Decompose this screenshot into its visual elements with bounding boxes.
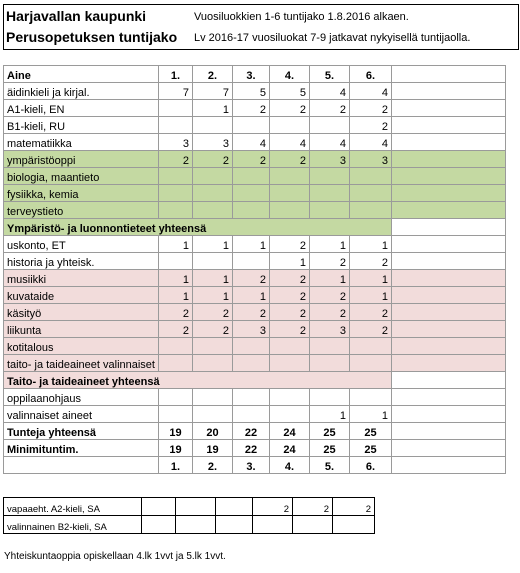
column-header: 5.: [309, 66, 349, 83]
hours-cell: 19: [158, 440, 192, 457]
empty-cell: [391, 219, 505, 236]
hours-cell: [158, 355, 192, 372]
hours-cell: 1: [349, 287, 391, 304]
subject-label: ympäristöoppi: [4, 151, 159, 168]
hours-cell: 3.: [232, 457, 269, 474]
hours-cell: [192, 406, 232, 423]
hours-cell: 1.: [158, 457, 192, 474]
hours-cell: 1: [158, 287, 192, 304]
empty-cell: [391, 287, 505, 304]
hours-cell: [192, 185, 232, 202]
hours-cell: 4.: [269, 457, 309, 474]
subject-label: matematiikka: [4, 134, 159, 151]
hours-cell: [309, 389, 349, 406]
table-row: [4, 338, 506, 355]
hours-cell: 4: [349, 83, 391, 100]
hours-cell: 19: [192, 440, 232, 457]
hours-cell: [158, 202, 192, 219]
hours-cell: 1: [349, 270, 391, 287]
hours-cell: 24: [269, 440, 309, 457]
hours-cell: 1: [192, 270, 232, 287]
hours-cell: [349, 185, 391, 202]
hours-cell: 6.: [349, 457, 391, 474]
hours-cell: 2: [269, 304, 309, 321]
hours-cell: 5: [269, 83, 309, 100]
subject-label: liikunta: [4, 321, 159, 338]
empty-cell: [391, 134, 505, 151]
hours-cell: 1: [192, 236, 232, 253]
subject-label: valinnaiset aineet: [4, 406, 159, 423]
hours-cell: [192, 389, 232, 406]
hours-cell: 2: [158, 321, 192, 338]
subject-label: kuvataide: [4, 287, 159, 304]
table-row: [4, 440, 506, 457]
hours-cell: 4: [309, 134, 349, 151]
subject-label: valinnainen B2-kieli, SA: [4, 516, 142, 534]
table-row: [4, 219, 506, 236]
hours-cell: [309, 338, 349, 355]
table-row: [4, 117, 506, 134]
hours-cell: 2: [253, 498, 293, 516]
hours-cell: 2: [158, 151, 192, 168]
hours-cell: [269, 185, 309, 202]
table-row: [4, 236, 506, 253]
hours-cell: 2: [269, 287, 309, 304]
hours-cell: [158, 168, 192, 185]
empty-cell: [391, 151, 505, 168]
subject-label: äidinkieli ja kirjal.: [4, 83, 159, 100]
hours-cell: 2: [349, 304, 391, 321]
empty-cell: [391, 389, 505, 406]
empty-cell: [391, 202, 505, 219]
extra-languages-table: [3, 497, 375, 534]
empty-cell: [391, 185, 505, 202]
hours-cell: [142, 516, 176, 534]
table-row: [4, 202, 506, 219]
hours-cell: 2: [158, 304, 192, 321]
hours-cell: 1: [309, 236, 349, 253]
hours-cell: [349, 389, 391, 406]
hours-cell: 2: [309, 253, 349, 270]
hours-cell: [232, 406, 269, 423]
hours-cell: 2: [232, 304, 269, 321]
hours-cell: [309, 202, 349, 219]
hours-cell: 4: [349, 134, 391, 151]
hours-cell: 1: [269, 253, 309, 270]
table-row: [4, 406, 506, 423]
table-row: [4, 423, 506, 440]
table-row: [4, 389, 506, 406]
hours-cell: 2: [333, 498, 375, 516]
hours-cell: [269, 338, 309, 355]
hours-cell: 1: [232, 236, 269, 253]
hours-cell: [269, 117, 309, 134]
hours-cell: 1: [309, 406, 349, 423]
table-row: [4, 321, 506, 338]
empty-cell: [391, 423, 505, 440]
hours-cell: [142, 498, 176, 516]
hours-cell: 1: [192, 287, 232, 304]
hours-cell: 2: [349, 117, 391, 134]
subject-label: musiikki: [4, 270, 159, 287]
hours-cell: 2: [309, 287, 349, 304]
hours-cell: [269, 168, 309, 185]
hours-cell: 24: [269, 423, 309, 440]
hours-cell: 22: [232, 423, 269, 440]
empty-cell: [391, 100, 505, 117]
hours-cell: [192, 338, 232, 355]
hours-cell: 1: [158, 270, 192, 287]
hours-cell: 1: [158, 236, 192, 253]
hours-cell: [349, 355, 391, 372]
hours-cell: [269, 355, 309, 372]
empty-cell: [391, 83, 505, 100]
hours-cell: [232, 389, 269, 406]
hours-cell: 22: [232, 440, 269, 457]
hours-cell: 3: [349, 151, 391, 168]
hours-cell: 25: [309, 440, 349, 457]
hours-cell: [158, 117, 192, 134]
hours-cell: [309, 185, 349, 202]
hours-cell: [293, 516, 333, 534]
table-row: [4, 185, 506, 202]
hours-cell: 3: [309, 151, 349, 168]
subject-label: A1-kieli, EN: [4, 100, 159, 117]
column-header: 1.: [158, 66, 192, 83]
hours-cell: 3: [309, 321, 349, 338]
hours-cell: 1: [349, 406, 391, 423]
hours-cell: 4: [269, 134, 309, 151]
subject-label: taito- ja taideaineet valinnaiset: [4, 355, 159, 372]
hours-cell: 3: [232, 321, 269, 338]
column-header: 4.: [269, 66, 309, 83]
hours-cell: 2: [192, 321, 232, 338]
hours-cell: 2: [269, 270, 309, 287]
city-title: Harjavallan kaupunki: [6, 8, 147, 24]
table-row: [4, 168, 506, 185]
footer-note: Yhteiskuntaoppia opiskellaan 4.lk 1vvt ja 5.lk 1vvt.: [4, 551, 226, 562]
empty-cell: [391, 304, 505, 321]
hours-cell: [176, 498, 216, 516]
hours-cell: [232, 253, 269, 270]
header-row: [4, 66, 506, 83]
hours-cell: [349, 338, 391, 355]
hours-cell: [232, 202, 269, 219]
hours-cell: [216, 498, 253, 516]
hours-cell: 2: [192, 151, 232, 168]
hours-cell: [158, 389, 192, 406]
hours-cell: [176, 516, 216, 534]
table-row: [4, 151, 506, 168]
hours-cell: 19: [158, 423, 192, 440]
empty-cell: [391, 236, 505, 253]
header-note-2: Lv 2016-17 vuosiluokat 7-9 jatkavat nykyisellä tuntijaolla.: [194, 32, 471, 44]
subject-label: [4, 457, 159, 474]
subject-label: terveystieto: [4, 202, 159, 219]
hours-cell: [192, 253, 232, 270]
hours-cell: 5: [232, 83, 269, 100]
hours-cell: 2: [309, 304, 349, 321]
empty-cell: [391, 253, 505, 270]
hours-cell: [253, 516, 293, 534]
column-header: Aine: [4, 66, 159, 83]
hours-cell: 1: [232, 287, 269, 304]
empty-cell: [391, 338, 505, 355]
hours-cell: 2: [232, 100, 269, 117]
subject-label: vapaaeht. A2-kieli, SA: [4, 498, 142, 516]
hours-cell: [309, 355, 349, 372]
hours-cell: 2: [232, 270, 269, 287]
empty-cell: [391, 440, 505, 457]
subject-label: kotitalous: [4, 338, 159, 355]
table-row: [4, 304, 506, 321]
table-row: [4, 372, 506, 389]
hours-cell: [309, 168, 349, 185]
hours-cell: [158, 406, 192, 423]
table-row: [4, 100, 506, 117]
hours-cell: 2: [269, 236, 309, 253]
empty-cell: [391, 321, 505, 338]
hours-cell: 7: [192, 83, 232, 100]
hours-cell: 2: [269, 100, 309, 117]
hours-cell: [158, 100, 192, 117]
hours-cell: [192, 355, 232, 372]
hours-cell: [269, 389, 309, 406]
subtotal-label: Ympäristö- ja luonnontieteet yhteensä: [4, 219, 392, 236]
column-header: 3.: [232, 66, 269, 83]
empty-cell: [391, 117, 505, 134]
hours-cell: 2.: [192, 457, 232, 474]
hours-cell: 2: [269, 151, 309, 168]
column-header: 2.: [192, 66, 232, 83]
hours-cell: [349, 168, 391, 185]
hours-cell: [192, 168, 232, 185]
subject-label: biologia, maantieto: [4, 168, 159, 185]
empty-cell: [391, 457, 505, 474]
hours-cell: 2: [293, 498, 333, 516]
header-note-1: Vuosiluokkien 1-6 tuntijako 1.8.2016 alkaen.: [194, 11, 409, 23]
table-row: [4, 516, 375, 534]
table-row: [4, 355, 506, 372]
table-row: [4, 287, 506, 304]
hours-cell: 3: [158, 134, 192, 151]
hours-cell: [232, 185, 269, 202]
hours-cell: 5.: [309, 457, 349, 474]
hours-cell: 2: [349, 253, 391, 270]
hours-cell: 4: [232, 134, 269, 151]
subject-label: uskonto, ET: [4, 236, 159, 253]
subject-label: Tunteja yhteensä: [4, 423, 159, 440]
table-row: [4, 83, 506, 100]
hours-cell: 25: [309, 423, 349, 440]
hours-cell: 7: [158, 83, 192, 100]
empty-cell: [391, 66, 505, 83]
column-header: 6.: [349, 66, 391, 83]
hours-cell: [192, 117, 232, 134]
hours-cell: [232, 338, 269, 355]
hours-cell: [216, 516, 253, 534]
hours-cell: 3: [192, 134, 232, 151]
subject-label: fysiikka, kemia: [4, 185, 159, 202]
hours-cell: 1: [192, 100, 232, 117]
hours-cell: [309, 117, 349, 134]
hours-cell: [333, 516, 375, 534]
subject-label: B1-kieli, RU: [4, 117, 159, 134]
table-row: [4, 253, 506, 270]
table-row: [4, 457, 506, 474]
page-title: Perusopetuksen tuntijako: [6, 29, 178, 45]
hours-cell: 1: [349, 236, 391, 253]
hours-cell: [158, 185, 192, 202]
hours-cell: [269, 202, 309, 219]
subject-label: käsityö: [4, 304, 159, 321]
subtotal-label: Taito- ja taideaineet yhteensä: [4, 372, 392, 389]
table-row: [4, 270, 506, 287]
hours-cell: 25: [349, 423, 391, 440]
hours-cell: 25: [349, 440, 391, 457]
empty-cell: [391, 168, 505, 185]
hours-cell: 2: [349, 321, 391, 338]
hours-cell: 2: [232, 151, 269, 168]
hours-cell: 2: [309, 100, 349, 117]
hours-cell: [232, 117, 269, 134]
hours-cell: 1: [309, 270, 349, 287]
hours-cell: [232, 355, 269, 372]
hours-cell: [269, 406, 309, 423]
hours-cell: [158, 338, 192, 355]
hours-cell: [349, 202, 391, 219]
table-row: [4, 134, 506, 151]
hours-cell: 2: [349, 100, 391, 117]
empty-cell: [391, 406, 505, 423]
hours-cell: [192, 202, 232, 219]
subject-label: historia ja yhteisk.: [4, 253, 159, 270]
timetable-grid: [3, 65, 506, 474]
subject-label: Minimituntim.: [4, 440, 159, 457]
table-row: [4, 498, 375, 516]
empty-cell: [391, 270, 505, 287]
subject-label: oppilaanohjaus: [4, 389, 159, 406]
hours-cell: 2: [192, 304, 232, 321]
hours-cell: 2: [269, 321, 309, 338]
hours-cell: 4: [309, 83, 349, 100]
hours-cell: [158, 253, 192, 270]
hours-cell: 20: [192, 423, 232, 440]
empty-cell: [391, 355, 505, 372]
hours-cell: [232, 168, 269, 185]
empty-cell: [391, 372, 505, 389]
